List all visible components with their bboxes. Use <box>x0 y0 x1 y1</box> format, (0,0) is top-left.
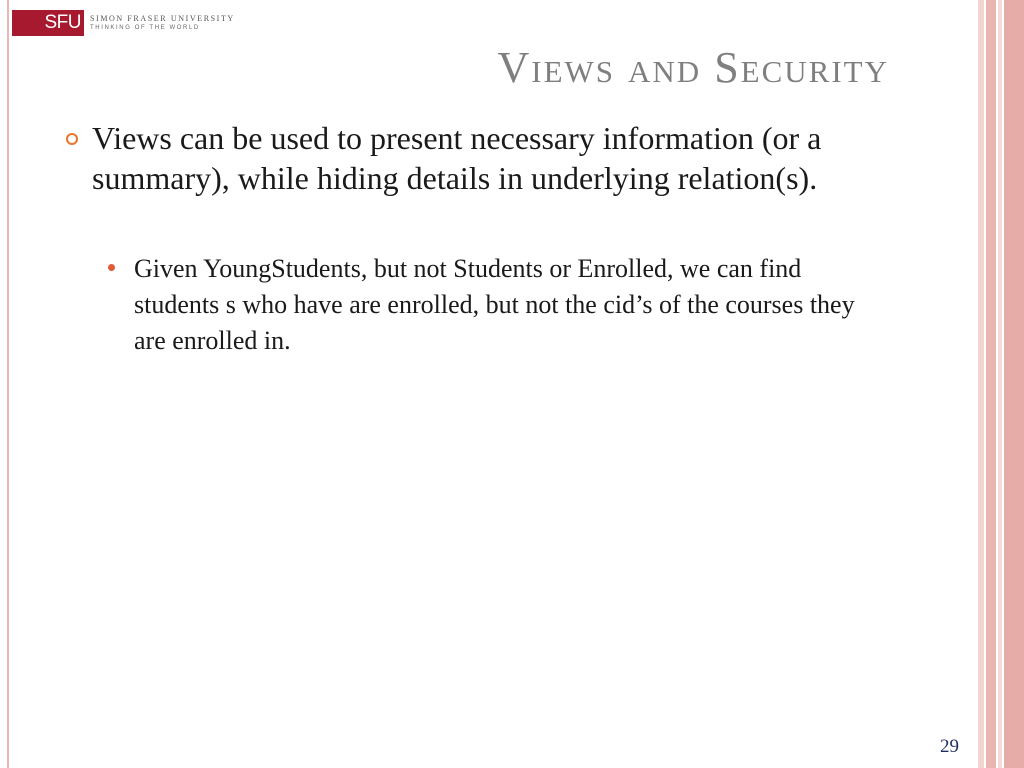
sub-bullet-item <box>108 251 868 359</box>
decorative-right-stripes <box>978 0 1024 768</box>
sfu-logo-mark: SFU <box>12 10 84 36</box>
university-name: SIMON FRASER UNIVERSITY <box>90 13 235 23</box>
sub-bullet-text: Given YoungStudents, but not Students or Enrolled, we can find students s who have are enrolled, but not the cid’s of the courses they are enrolled in. <box>134 254 855 355</box>
red-dot-bullet-icon <box>108 264 115 271</box>
sfu-logo <box>12 10 235 36</box>
orange-ring-bullet-icon <box>66 133 78 145</box>
slide-title: Views and Security <box>497 43 889 92</box>
bullet-text: Views can be used to present necessary information (or a summary), while hiding details in underlying relation(s). <box>92 120 822 196</box>
sfu-logo-text <box>90 14 235 33</box>
university-tagline: THINKING OF THE WORLD <box>90 24 200 31</box>
left-border-rule <box>7 0 9 768</box>
page-number: 29 <box>940 736 959 757</box>
bullet-item <box>66 118 851 198</box>
